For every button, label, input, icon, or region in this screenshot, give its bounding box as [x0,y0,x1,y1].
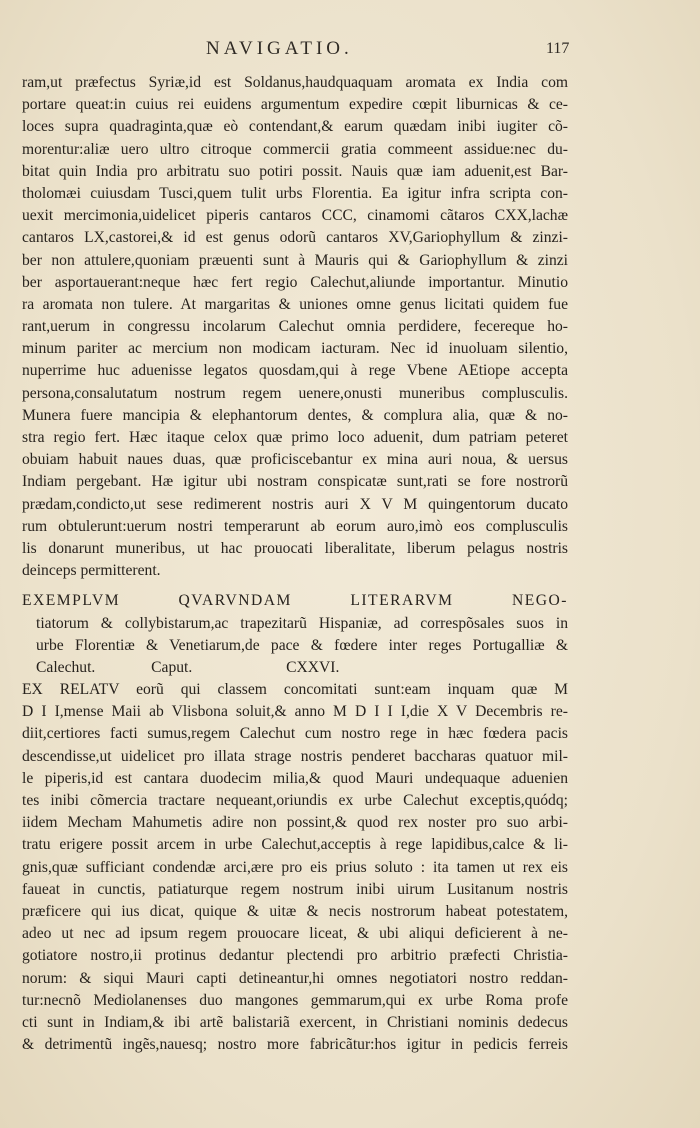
text-line: tes inibi cõmercia tractare nequeant,oriundis ex urbe Calechut exceptis,quódq; [22,792,568,809]
text-line: Indiam pergebant. Hæ igitur ubi nostram conspicatæ sunt,rati se fore nostrorũ [22,473,568,491]
chapter-number: CXXVI. [286,658,340,676]
text-line: ram,ut præfectus Syriæ,id est Soldanus,haudquaquam aromata ex India com [22,74,568,91]
text-line: persona,consalutatum nostrum regem uenere,onusti muneribus complusculis. [22,384,568,402]
text-line: adeo ut nec ad ipsum regem prouocare liceat, & ubi aliqui deficierent à ne- [22,925,568,943]
text-line: portare queat:in cuius rei euidens argumentum expedire cœpit liburnicas & ce- [22,96,568,114]
page-number: 117 [546,40,570,57]
heading-caput-place: Calechut. [36,658,96,676]
text-line: D I I,mense Maii ab Vlisbona soluit,& anno M D I I I,die X V Decembris re- [22,703,568,721]
text-line: gnis,quæ sufficiant condendæ arci,ære pro eis prius soluto : ita tamen ut rex eis [22,858,568,876]
main-text [22,72,568,1056]
heading-line: urbe Florentiæ & Venetiarum,de pace & fœdere inter reges Portugalliæ & [36,636,568,654]
text-line: tholomæi cuiusdam Tusci,quem tulit urbs Florentia. Ea igitur infra scripta con- [22,184,568,202]
chapter-paragraph [22,679,568,1056]
text-line: ra aromata non tulere. At margaritas & uniones omne genus licitati quidem fue [22,295,568,313]
text-line: rum obtulerunt:uerum nostri temperarunt ab eorum auro,imò eos complusculis [22,517,568,535]
text-line: loces supra quadraginta,quæ eò contendant,& earum quædam inibi iugiter cõ- [22,118,568,136]
section-gap [22,582,568,590]
text-line: cti sunt in Indiam,& ibi artẽ balistariã exercent, in Christiani nominis dedecus [22,1013,568,1031]
text-line: obuiam habuit naues duas, quæ proficiscebantur ex mina auri noua, & uersus [22,451,568,469]
text-line: Munera fuere mancipia & elephantorum dentes, & complura alia, quæ & no- [22,406,568,424]
heading-caput-label: Caput. [151,658,193,676]
text-line: EX RELATV eorũ qui classem concomitati sunt:eam inquam quæ M [22,681,568,699]
text-line: morentur:aliæ uero ultro citroque commercii gratia commeent assidue:nec du- [22,140,568,158]
heading-line: tiatorum & collybistarum,ac trapezitarũ Hispaniæ, ad correspõsales suos in [36,614,568,632]
page-header [0,38,700,64]
text-line: faueat in cunctis, patiaturque regem nostrum inibi uirum Lusitanum nostris [22,880,568,898]
text-line: prædam,condicto,ut sese redimerent nostris auri X V M quingentorum ducato [22,495,568,513]
text-line: bitat quin India pro arbitratu suo potiri possit. Nauis quæ iam aduenit,est Bar- [22,162,568,180]
text-line: iidem Mecham Mahumetis adire non possint,& quod rex noster pro suo arbi- [22,814,568,832]
text-line: ber non attulere,quoniam præuenti sunt à Mauris qui & Gariophyllum & zinzi [22,251,568,269]
text-line: norum: & siqui Mauri capti detineantur,hi omnes negotiatori nostro reddan- [22,969,568,987]
text-line: le piperis,id est cantara duodecim milia,& quod Mauri undequaque aduenien [22,769,568,787]
running-title: NAVIGATIO. [206,38,353,59]
chapter-heading [22,590,568,679]
text-line: rant,uerum in congressu incolarum Calechut omnia perdidere, fecereque ho- [22,318,568,336]
text-line: deinceps permitterent. [22,562,161,580]
text-line: minum pariter ac mercium non modicam iacturam. Nec id inuoluam silentio, [22,340,568,358]
text-line: nuperrime huc aduenisse legatos quosdam,qui à rege Vbene AEtiope accepta [22,362,568,380]
text-line: lis donarunt muneribus, ut hac prouocati liberalitate, liberum pelagus nostris [22,539,568,557]
text-line: ber asportauerant:neque hæc fert regio Calechut,aliunde importantur. Minutio [22,273,568,291]
text-line: gotiatore nostro,ii protinus dedantur plectendi pro arbitrio præfecti Christia- [22,947,568,965]
text-line: cantaros LX,castorei,& id est genus odorũ cantaros XV,Gariophyllum & zinzi- [22,229,568,247]
body-paragraph [22,72,568,582]
heading-line-caput [22,657,568,679]
text-line: præficere qui ius dicat, quique & uitæ & necis nostrorum habeat potestatem, [22,902,568,920]
text-line: tur:necnõ Mediolanenses duo mangones gemmarum,qui ex urbe Roma profe [22,991,568,1009]
heading-line: EXEMPLVM QVARVNDAM LITERARVM NEGO- [22,592,568,610]
text-line: stra regio fert. Hæc itaque celox quæ primo loco aduenit, dum patriam peteret [22,429,568,446]
text-line: descendisse,ut uidelicet pro illata strage nostris penderet baccharas quatuor mil- [22,747,568,765]
text-line: & detrimentũ ingẽs,nauesq; nostro more fabricãtur:hos igitur in pedicis ferreis [22,1036,568,1054]
text-line: tratu erigere possit arcem in urbe Calechut,acceptis à rege lapidibus,calce & li- [22,836,568,854]
text-line: diit,certiores facti sumus,regem Calechut cum nostro rege in hæc fœdera pacis [22,725,568,743]
text-line: uexit mercimonia,uidelicet piperis cantaros CCC, cinamomi cãtaros CXX,lachæ [22,207,568,225]
